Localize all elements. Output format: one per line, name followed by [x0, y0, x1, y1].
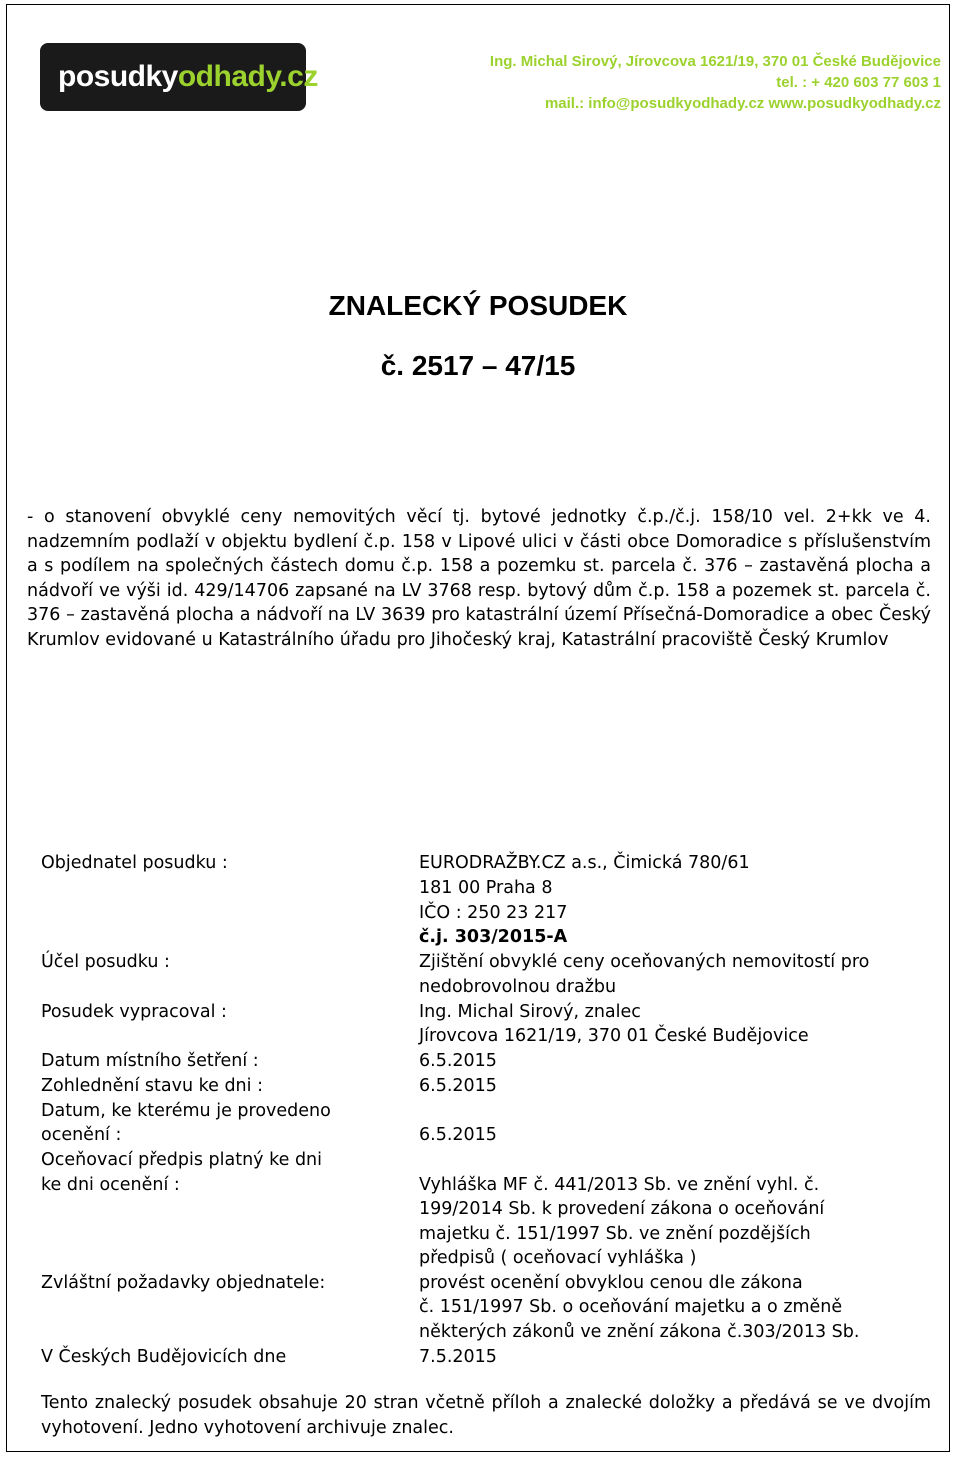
document-number: č. 2517 – 47/15 — [380, 350, 576, 381]
place-date-value: 7.5.2015 — [419, 1347, 497, 1367]
contact-address: Ing. Michal Sirový, Jírovcova 1621/19, 370 01 České Budějovice — [489, 53, 941, 70]
client-line-2: 181 00 Praha 8 — [419, 878, 553, 898]
requirements-line-2: č. 151/1997 Sb. o oceňování majetku a o změně — [419, 1297, 843, 1317]
contact-phone: tel. : + 420 603 77 603 1 — [776, 74, 941, 91]
regulation-line-2: 199/2014 Sb. k provedení zákona o oceňování — [419, 1199, 825, 1219]
requirements-label: Zvláštní požadavky objednatele: — [41, 1273, 326, 1293]
state-date-value: 6.5.2015 — [419, 1076, 497, 1096]
client-label: Objednatel posudku : — [41, 853, 228, 873]
valuation-date-label-1: Datum, ke kterému je provedeno — [41, 1101, 331, 1121]
inspection-date-value: 6.5.2015 — [419, 1051, 497, 1071]
purpose-line-2: nedobrovolnou dražbu — [419, 977, 617, 997]
company-logo — [40, 43, 318, 111]
client-line-4: č.j. 303/2015-A — [419, 927, 568, 947]
document-page — [6, 4, 950, 1452]
place-date-label: V Českých Budějovicích dne — [41, 1347, 287, 1367]
inspection-date-label: Datum místního šetření : — [41, 1051, 259, 1071]
regulation-line-4: předpisů ( oceňovací vyhláška ) — [419, 1248, 697, 1268]
valuation-date-value: 6.5.2015 — [419, 1125, 497, 1145]
regulation-line-1: Vyhláška MF č. 441/2013 Sb. ve znění vyhl. č. — [419, 1175, 820, 1195]
regulation-label-2: ke dni ocenění : — [41, 1175, 180, 1195]
author-line-2: Jírovcova 1621/19, 370 01 České Budějovice — [419, 1026, 809, 1046]
requirements-line-1: provést ocenění obvyklou cenou dle zákona — [419, 1273, 803, 1293]
author-label: Posudek vypracoval : — [41, 1002, 227, 1022]
valuation-date-label-2: ocenění : — [41, 1125, 122, 1145]
logo-text-part2: odhady.cz — [177, 60, 318, 93]
document-subject: - o stanovení obvyklé ceny nemovitých věcí tj. bytové jednotky č.p./č.j. 158/10 vel. 2+kk ve 4. nadzemním podlaží v objektu bydlení č.p. 158 v Lipové ulici v části obce Domoradice s příslušenstvím a s podílem na společných částech domu č.p. 158 a pozemku st. parcela č. 376 – zastavěná plocha a nádvoří ve výši id. 429/14706 zapsané na LV 3768 resp. bytový dům č.p. 158 a pozemek st. parcela č. 376 – zastavěná plocha a nádvoří na LV 3639 pro katastrální území Přísečná-Domoradice a obec Český Krumlov evidované u Katastrálního úřadu pro Jihočeský kraj, Katastrální pracoviště Český Krumlov — [27, 507, 931, 650]
client-line-3: IČO : 250 23 217 — [419, 903, 568, 923]
purpose-line-1: Zjištění obvyklé ceny oceňovaných nemovitostí pro — [419, 952, 870, 972]
purpose-label: Účel posudku : — [41, 952, 170, 972]
regulation-label-1: Oceňovací předpis platný ke dni — [41, 1150, 322, 1170]
logo-text-part1: posudky — [58, 60, 178, 93]
client-line-1: EURODRAŽBY.CZ a.s., Čimická 780/61 — [419, 853, 750, 873]
author-line-1: Ing. Michal Sirový, znalec — [419, 1002, 641, 1022]
document-title: ZNALECKÝ POSUDEK — [328, 290, 628, 321]
regulation-line-3: majetku č. 151/1997 Sb. ve znění pozdějších — [419, 1224, 811, 1244]
footer-note: Tento znalecký posudek obsahuje 20 stran včetně příloh a znalecké doložky a předává se ve dvojím vyhotovení. Jedno vyhotovení archivuje znalec. — [41, 1393, 931, 1438]
contact-block — [490, 51, 941, 114]
contact-mail-web: mail.: info@posudkyodhady.cz www.posudkyodhady.cz — [544, 95, 941, 112]
requirements-line-3: některých zákonů ve znění zákona č.303/2013 Sb. — [419, 1322, 860, 1342]
state-date-label: Zohlednění stavu ke dni : — [41, 1076, 263, 1096]
